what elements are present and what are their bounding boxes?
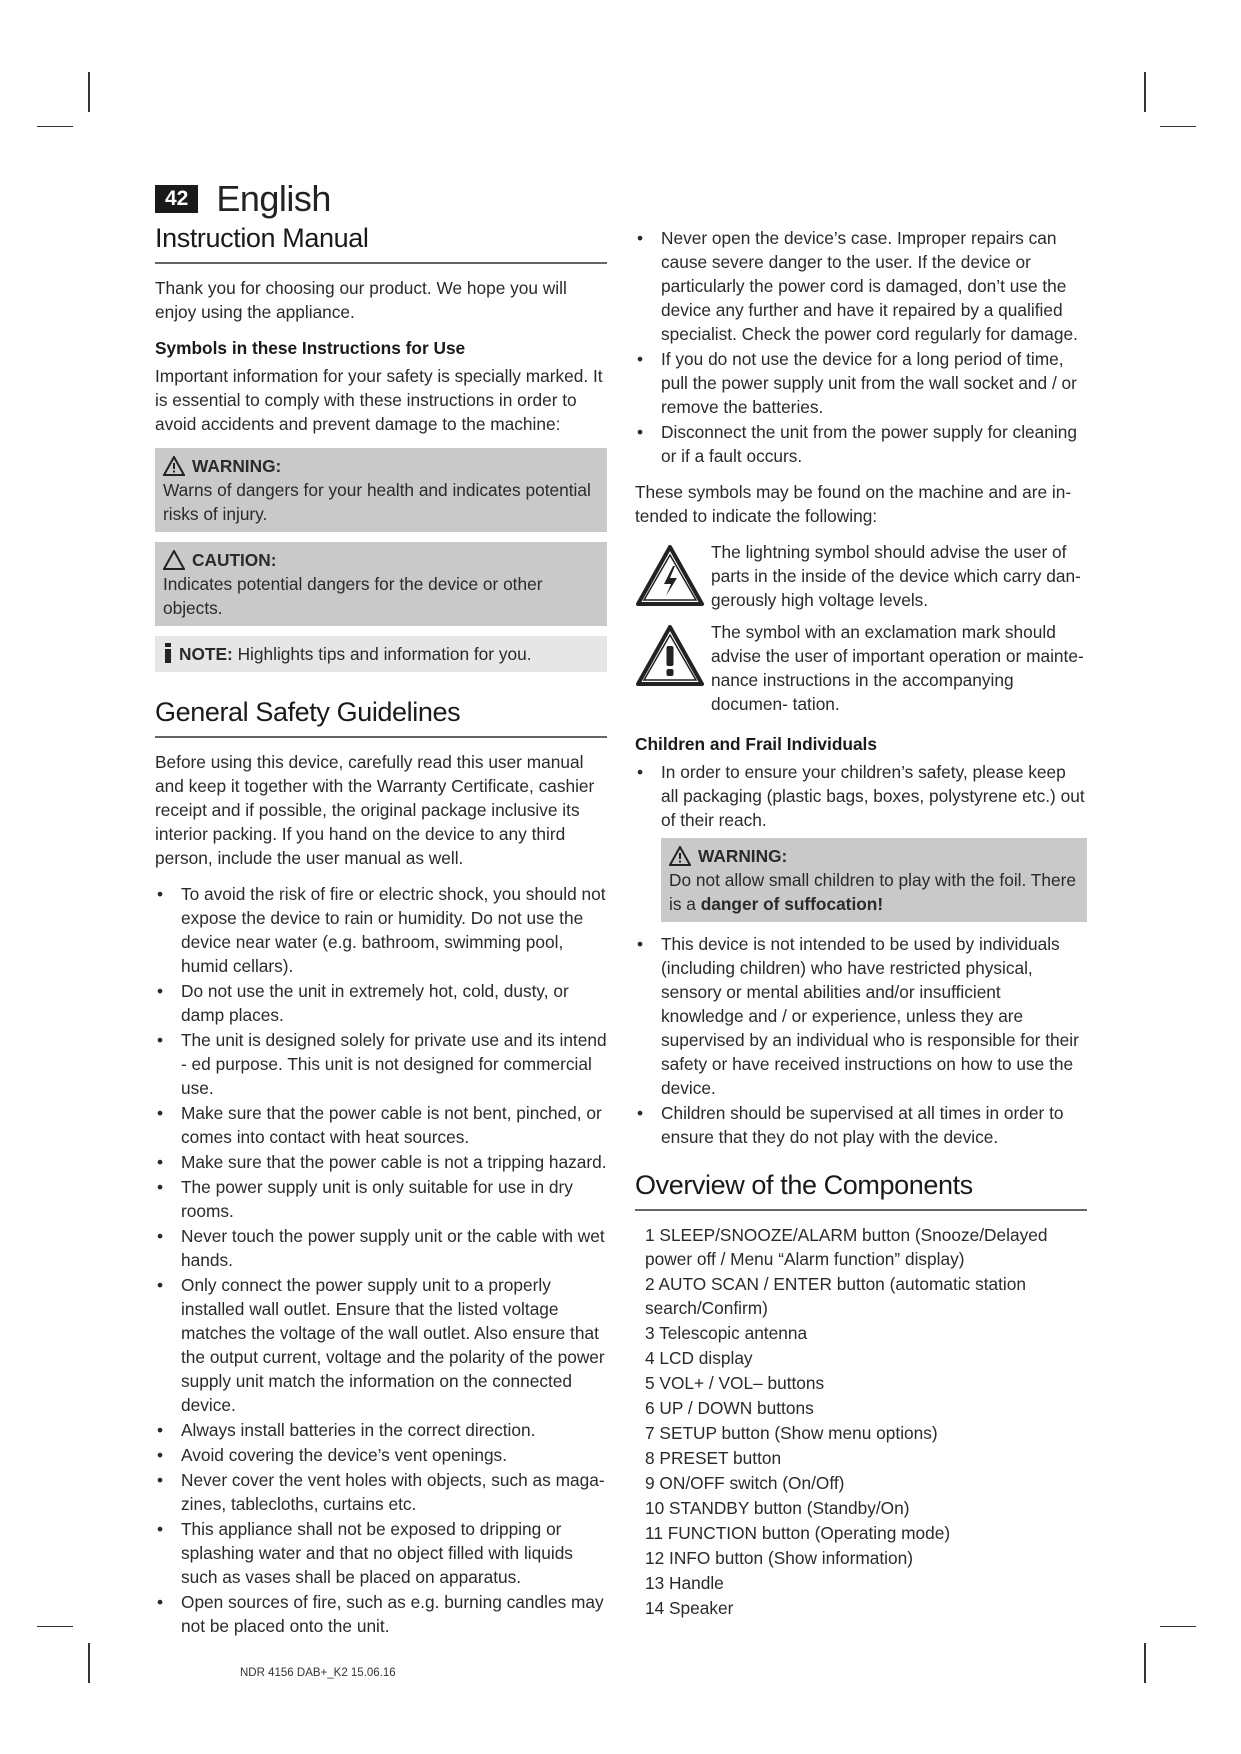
children-heading: Children and Frail Individuals (635, 734, 877, 754)
lightning-warning-icon (635, 544, 705, 608)
warning-title: WARNING: (698, 846, 788, 866)
footer-code: NDR 4156 DAB+_K2 15.06.16 (240, 1667, 396, 1679)
safety-title: General Safety Guidelines (155, 696, 607, 738)
warning-triangle-icon (163, 456, 185, 476)
warning-box (155, 448, 607, 532)
warning-title: WARNING: (192, 456, 282, 476)
instruction-manual-title: Instruction Manual (155, 222, 607, 264)
list-item: • Children should be supervised at all times in order to ensure that they do not play with the device. (635, 1101, 1087, 1149)
list-item: • To avoid the risk of fire or electric shock, you should not expose the device to rain or humidity. Do not use the device near water (e.g. bathroom, swimming pool, humid cellars). (155, 882, 607, 978)
list-item: • This appliance shall not be exposed to dripping or splashing water and that no object filled with liquids such as vases shall be placed on apparatus. (155, 1517, 607, 1589)
list-item: • This device is not intended to be used by individuals (including children) who have restricted physical, sensory or mental abilities and/or insufficient knowledge and / or experience, unless they are supervised by an individual who is responsible for their safety or have received instructions on how to use the device. (635, 932, 1087, 1100)
list-item: 5 VOL+ / VOL– buttons (645, 1373, 825, 1393)
list-item: 9 ON/OFF switch (On/Off) (645, 1473, 845, 1493)
list-item: 1 SLEEP/SNOOZE/ALARM button (Snooze/Delayed power off / Menu “Alarm function” display) (645, 1225, 1048, 1269)
safety-list (155, 882, 607, 1638)
list-item: 3 Telescopic antenna (645, 1323, 808, 1343)
warning-emphasis: danger of suffocation! (700, 894, 884, 914)
children-list-continued (635, 932, 1087, 1149)
list-item: 4 LCD display (645, 1348, 753, 1368)
note-box (155, 636, 607, 672)
crop-mark (1144, 1643, 1146, 1683)
crop-mark (1160, 126, 1196, 127)
list-item: • Make sure that the power cable is not a tripping hazard. (155, 1150, 607, 1174)
list-item: 12 INFO button (Show information) (645, 1548, 913, 1568)
symbols-intro: These symbols may be found on the machine and are in- tended to indicate the following: (635, 482, 1072, 526)
list-item: • In order to ensure your children’s safety, please keep all packaging (plastic bags, boxes, polystyrene etc.) out of their reach. (635, 760, 1087, 832)
list-item: • Do not use the unit in extremely hot, cold, dusty, or damp places. (155, 979, 607, 1027)
page-header (155, 178, 331, 220)
note-text: Highlights tips and information for you. (232, 644, 532, 664)
symbols-text: Important information for your safety is specially marked. It is essential to comply with these instructions in order to avoid accidents and prevent damage to the machine: (155, 366, 603, 434)
list-item: • Only connect the power supply unit to a properly installed wall outlet. Ensure that the listed voltage matches the voltage of the wall outlet. Also ensure that the output current, voltage and the polarity of the power supply unit match the information on the connected device. (155, 1273, 607, 1417)
list-item: • Never cover the vent holes with objects, such as maga- zines, tablecloths, curtains etc. (155, 1468, 607, 1516)
left-column (155, 222, 607, 1650)
list-item: 6 UP / DOWN buttons (645, 1398, 814, 1418)
list-item: • The unit is designed solely for private use and its intend - ed purpose. This unit is not designed for commercial use. (155, 1028, 607, 1100)
list-item: • Make sure that the power cable is not bent, pinched, or comes into contact with heat sources. (155, 1101, 607, 1149)
list-item: 14 Speaker (645, 1598, 734, 1618)
language-title: English (216, 178, 331, 219)
components-list (635, 1223, 1087, 1620)
list-item: 13 Handle (645, 1573, 724, 1593)
list-item: 2 AUTO SCAN / ENTER button (automatic station search/Confirm) (645, 1274, 1026, 1318)
exclamation-symbol-row (635, 620, 1087, 716)
crop-mark (1144, 72, 1146, 112)
warning-text: Warns of dangers for your health and indicates potential risks of injury. (163, 480, 591, 524)
list-item: • Always install batteries in the correct direction. (155, 1418, 607, 1442)
crop-mark (1160, 1626, 1196, 1627)
info-icon (163, 643, 173, 663)
caution-title: CAUTION: (192, 550, 277, 570)
caution-box (155, 542, 607, 626)
children-list (635, 760, 1087, 832)
crop-mark (88, 72, 90, 112)
list-item: • Avoid covering the device’s vent openings. (155, 1443, 607, 1467)
crop-mark (88, 1643, 90, 1683)
list-item: • Open sources of fire, such as e.g. burning candles may not be placed onto the unit. (155, 1590, 607, 1638)
warning-text: Do not allow small children to play with the foil. There is a (669, 870, 1076, 914)
page-number: 42 (155, 185, 198, 213)
safety-list-continued (635, 226, 1087, 468)
warning-triangle-icon (669, 846, 691, 866)
list-item: • If you do not use the device for a long period of time, pull the power supply unit from the wall socket and / or remove the batteries. (635, 347, 1087, 419)
lightning-text: The lightning symbol should advise the user of parts in the inside of the device which carry dan- gerously high voltage levels. (711, 542, 1081, 610)
exclamation-warning-icon (635, 624, 705, 688)
note-title: NOTE: (179, 644, 233, 664)
list-item: • Never open the device’s case. Improper repairs can cause severe danger to the user. If the device or particularly the power cord is damaged, don’t use the device any further and have it repaired by a qualified specialist. Check the power cord regularly for damage. (635, 226, 1087, 346)
symbols-heading: Symbols in these Instructions for Use (155, 338, 466, 358)
list-item: • Never touch the power supply unit or the cable with wet hands. (155, 1224, 607, 1272)
crop-mark (37, 126, 73, 127)
exclamation-text: The symbol with an exclamation mark should advise the user of important operation or mainte- nance instructions in the accompanying documen- tation. (711, 622, 1084, 714)
lightning-symbol-row (635, 540, 1087, 612)
crop-mark (37, 1626, 73, 1627)
caution-triangle-icon (163, 550, 185, 570)
list-item: 8 PRESET button (645, 1448, 782, 1468)
list-item: 11 FUNCTION button (Operating mode) (645, 1523, 951, 1543)
overview-title: Overview of the Components (635, 1169, 1087, 1211)
caution-text: Indicates potential dangers for the device or other objects. (163, 574, 543, 618)
right-column (635, 226, 1087, 1621)
intro-text: Thank you for choosing our product. We hope you will enjoy using the appliance. (155, 278, 567, 322)
list-item: 7 SETUP button (Show menu options) (645, 1423, 938, 1443)
list-item: • The power supply unit is only suitable for use in dry rooms. (155, 1175, 607, 1223)
suffocation-warning-box (661, 838, 1087, 922)
list-item: • Disconnect the unit from the power supply for cleaning or if a fault occurs. (635, 420, 1087, 468)
safety-intro: Before using this device, carefully read this user manual and keep it together with the Warranty Certificate, cashier receipt and if possible, the original package inclusive its interior packing. If you hand on the device to any third person, include the user manual as well. (155, 752, 595, 868)
list-item: 10 STANDBY button (Standby/On) (645, 1498, 910, 1518)
